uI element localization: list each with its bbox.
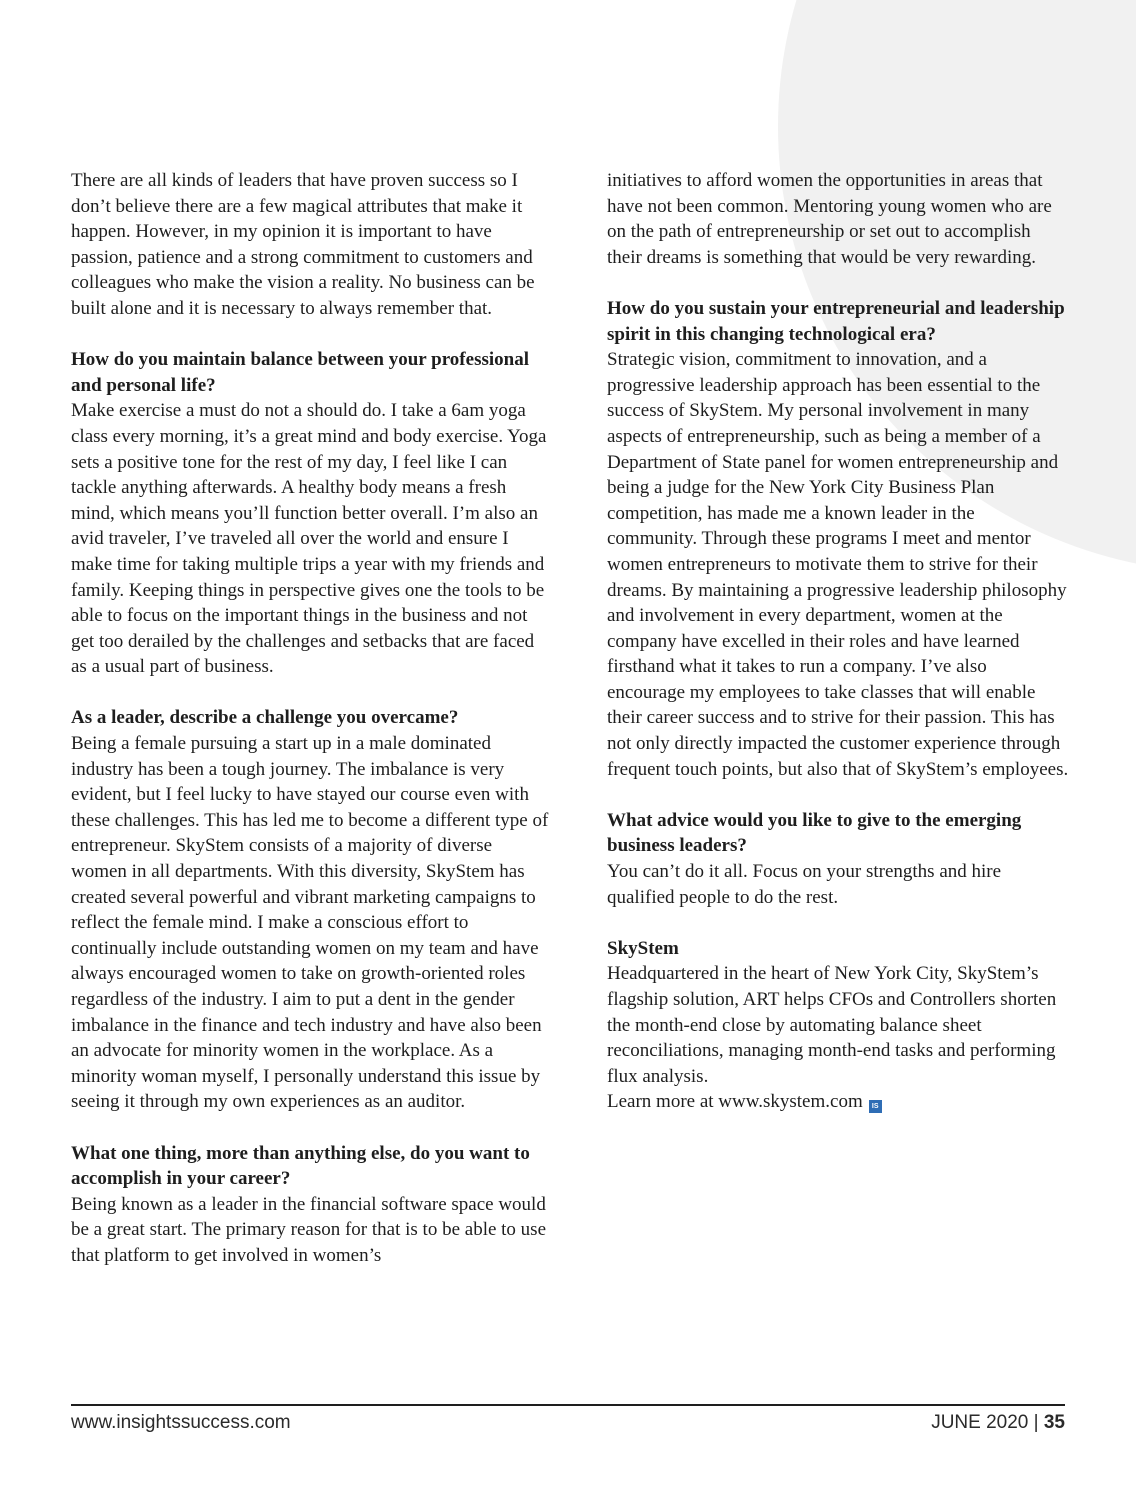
answer-text: Being a female pursuing a start up in a male dominated industry has been a tough journey. The imbalance is very evident, but I feel lucky to have stayed our course even with these challenges. This has led me to become a different type of entrepreneur. SkyStem consists of a majority of diverse women in all departments. With this diversity, SkyStem has created several powerful and vibrant marketing campaigns to reflect the female mind. I make a conscious effort to continually include outstanding women on my team and have always encouraged women to take on growth-oriented roles regardless of the industry. I aim to put a dent in the gender imbalance in the finance and tech industry and have also been an advocate for minority women in the workplace. As a minority woman myself, I personally understand this issue by seeing it through my own experiences as an auditor.	[71, 733, 549, 1113]
qa-block	[71, 1141, 551, 1269]
footer-divider	[71, 1404, 1065, 1406]
answer-text: Make exercise a must do not a should do. I take a 6am yoga class every morning, it’s a great mind and body exercise. Yoga sets a positive tone for the rest of my day, I feel like I can tackle anything afterwards. A healthy body means a fresh mind, which means you’ll function better overall. I’m also an avid traveler, I’ve traveled all over the world and ensure I make time for taking multiple trips a year with my friends and family. Keeping things in perspective gives one the tools to be able to focus on the important things in the business and not get too derailed by the challenges and setbacks that are faced as a usual part of business.	[71, 400, 547, 678]
left-column	[71, 168, 551, 1269]
question-heading: As a leader, describe a challenge you overcame?	[71, 707, 459, 729]
answer-text: Being known as a leader in the financial software space would be a great start. The primary reason for that is to be able to use that platform to get involved in women’s	[71, 1193, 547, 1266]
company-name: SkyStem	[607, 937, 679, 959]
question-heading: How do you sustain your entrepreneurial and leadership spirit in this changing technological era?	[607, 297, 1065, 345]
question-heading: What advice would you like to give to the emerging business leaders?	[607, 809, 1022, 857]
intro-paragraph: There are all kinds of leaders that have proven success so I don’t believe there are a few magical attributes that make it happen. However, in my opinion it is important to have passion, patience and a strong commitment to customers and colleagues who make the vision a reality. No business can be built alone and it is necessary to always remember that.	[71, 170, 535, 319]
footer-website: www.insightssuccess.com	[71, 1412, 291, 1433]
footer-issue	[931, 1412, 1065, 1434]
learn-more-line	[607, 1089, 1069, 1115]
page-number: 35	[1043, 1412, 1065, 1433]
question-heading: What one thing, more than anything else, do you want to accomplish in your career?	[71, 1142, 530, 1190]
answer-text: Strategic vision, commitment to innovation, and a progressive leadership approach has been essential to the success of SkyStem. My personal involvement in many aspects of entrepreneurship, such as being a member of a Department of State panel for women entrepreneurship and being a judge for the New York City Business Plan competition, has made me a known leader in the community. Through these programs I meet and mentor women entrepreneurs to motivate them to strive for their dreams. By maintaining a progressive leadership philosophy and involvement in every department, women at the company have excelled in their roles and have learned firsthand what it takes to run a company. I’ve also encourage my employees to take classes that will enable their career success and to strive for their passion. This has not only directly impacted the customer experience through frequent touch points, but also that of SkyStem’s employees.	[607, 349, 1069, 780]
qa-block	[607, 808, 1069, 910]
learn-more-text: Learn more at www.skystem.com	[607, 1091, 863, 1113]
qa-block	[71, 347, 551, 680]
qa-block	[607, 296, 1069, 782]
qa-block	[71, 705, 551, 1115]
company-block	[607, 936, 1069, 1115]
company-description: Headquartered in the heart of New York City, SkyStem’s flagship solution, ART helps CFOs and Controllers shorten the month-end close by automating balance sheet reconciliations, managing month-end tasks and performing flux analysis.	[607, 963, 1057, 1087]
question-heading: How do you maintain balance between your professional and personal life?	[71, 349, 529, 396]
right-column	[607, 168, 1069, 1115]
end-mark-icon: IS	[869, 1100, 882, 1113]
answer-text: You can’t do it all. Focus on your strengths and hire qualified people to do the rest.	[607, 861, 1002, 908]
continuation-paragraph: initiatives to afford women the opportunities in areas that have not been common. Mentoring young women who are on the path of entrepreneurship or set out to accomplish their dreams is something that would be very rewarding.	[607, 170, 1052, 268]
issue-date: JUNE 2020 |	[931, 1412, 1044, 1433]
